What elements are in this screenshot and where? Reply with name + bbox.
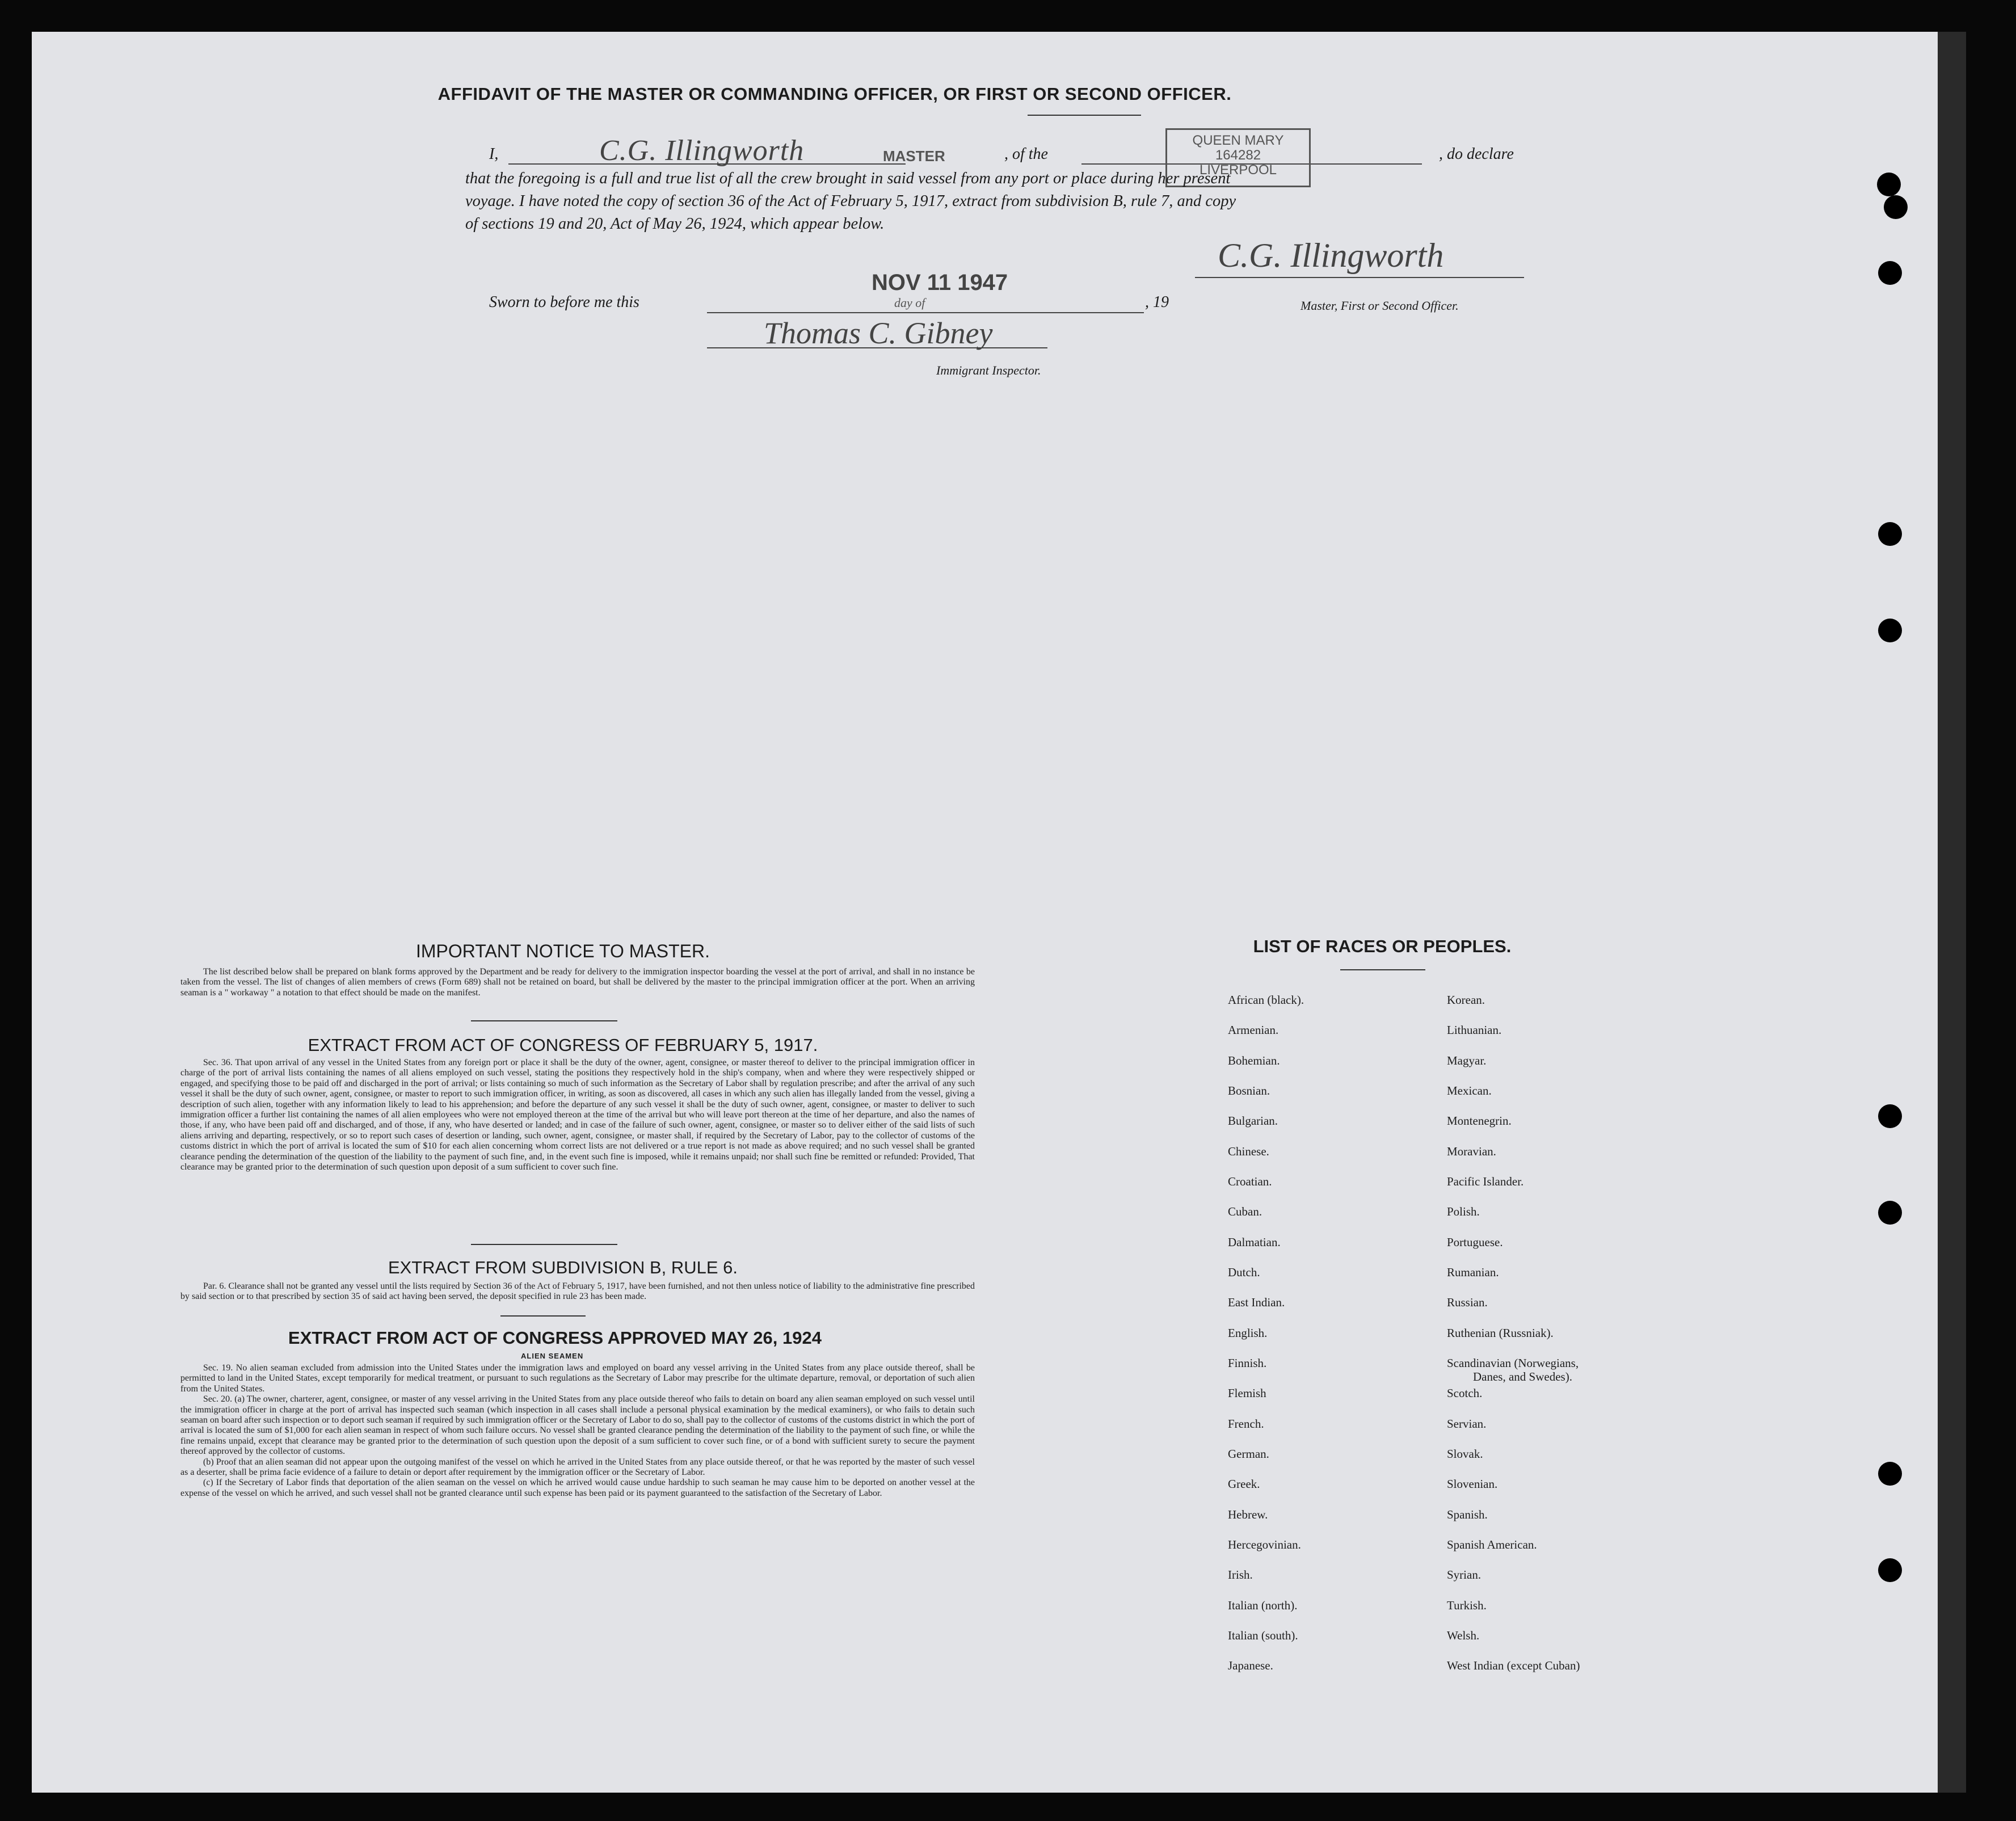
extract-1924-text — [180, 1363, 975, 1499]
divider-2 — [471, 1244, 617, 1245]
race-item: English. — [1228, 1326, 1268, 1340]
extract-1924-title: EXTRACT FROM ACT OF CONGRESS APPROVED MAY 26, 1924 — [288, 1328, 822, 1348]
punch-hole — [1878, 261, 1902, 285]
race-item: Portuguese. — [1447, 1235, 1503, 1249]
race-item: Spanish. — [1447, 1508, 1488, 1521]
race-item: Italian (south). — [1228, 1629, 1298, 1642]
punch-hole — [1878, 522, 1902, 546]
race-item: Finnish. — [1228, 1356, 1267, 1370]
vessel-stamp-name: QUEEN MARY — [1192, 133, 1284, 148]
race-item: Ruthenian (Russniak). — [1447, 1326, 1554, 1340]
punch-hole — [1878, 619, 1902, 642]
inspector-signature: Thomas C. Gibney — [764, 316, 993, 350]
vessel-stamp-number: 164282 — [1215, 148, 1261, 163]
alien-seamen-subtitle: ALIEN SEAMEN — [521, 1352, 584, 1360]
race-item: Flemish — [1228, 1386, 1266, 1400]
race-item: East Indian. — [1228, 1296, 1285, 1309]
divider-1 — [471, 1020, 617, 1021]
rule6-text: Par. 6. Clearance shall not be granted any vessel until the lists required by Section 36 of the Act of February 5, 1917, have been furnished, and not then unless notice of liability to the administrative fine prescribed by said section or to that prescribed by section 35 of said act having been served, the deposit specified in rule 23 has been made. — [180, 1281, 975, 1302]
race-item: Pacific Islander. — [1447, 1175, 1524, 1188]
race-item: Cuban. — [1228, 1205, 1262, 1218]
punch-hole — [1878, 1104, 1902, 1128]
sworn-prefix: Sworn to before me this — [489, 293, 639, 311]
race-item-continuation: Danes, and Swedes). — [1473, 1370, 1572, 1383]
race-item: Turkish. — [1447, 1599, 1487, 1612]
rule6-title: EXTRACT FROM SUBDIVISION B, RULE 6. — [388, 1258, 738, 1277]
race-item: Welsh. — [1447, 1629, 1480, 1642]
race-item: Croatian. — [1228, 1175, 1272, 1188]
punch-hole — [1878, 1462, 1902, 1486]
day-of-label: day of — [894, 296, 925, 310]
race-item: Bosnian. — [1228, 1084, 1270, 1097]
races-title: LIST OF RACES OR PEOPLES. — [1253, 936, 1512, 956]
race-item: Scotch. — [1447, 1386, 1483, 1400]
race-item: German. — [1228, 1447, 1269, 1461]
sec20b-text: (b) Proof that an alien seaman did not appear upon the outgoing manifest of the vessel on which he arrived in the United States from any place outside thereof, or that he was reported by the master of such vessel as a deserter, shall be prima facie evidence of a failure to detain or deport after requirement by the immigration officer or the Secretary of Labor. — [180, 1457, 975, 1478]
race-item: Bohemian. — [1228, 1054, 1280, 1067]
race-item: Servian. — [1447, 1417, 1487, 1431]
affidavit-body-line2: voyage. I have noted the copy of section 36 of the Act of February 5, 1917, extract from subdivision B, rule 7, and copy — [465, 192, 1236, 210]
race-item: Rumanian. — [1447, 1265, 1499, 1279]
race-item: Italian (north). — [1228, 1599, 1298, 1612]
punch-hole — [1884, 195, 1908, 219]
race-item: Armenian. — [1228, 1023, 1279, 1037]
sworn-fill-line — [707, 312, 1144, 313]
race-item: Chinese. — [1228, 1145, 1269, 1158]
affidavit-title: AFFIDAVIT OF THE MASTER OR COMMANDING OFFICER, OR FIRST OR SECOND OFFICER. — [437, 84, 1232, 104]
master-signature: C.G. Illingworth — [1218, 237, 1444, 274]
race-item: Greek. — [1228, 1477, 1260, 1491]
races-title-rule — [1340, 969, 1425, 970]
race-item: Syrian. — [1447, 1568, 1482, 1582]
race-item: Spanish American. — [1447, 1538, 1537, 1551]
extract-1917-title: EXTRACT FROM ACT OF CONGRESS OF FEBRUARY 5, 1917. — [308, 1035, 818, 1055]
year-prefix: , 19 — [1145, 293, 1169, 311]
divider-3 — [500, 1315, 586, 1317]
vessel-stamp-port: LIVERPOOL — [1199, 162, 1277, 178]
extract-1917-text: Sec. 36. That upon arrival of any vessel in the United States from any foreign port or place it shall be the duty of the owner, agent, consignee, or master thereof to deliver to the principal immigration officer in charge of the port of arrival lists containing the names of all aliens employed on such vessel, stating the positions they respectively hold in the ship's company, when and where they were respectively shipped or engaged, and specifying those to be paid off and discharged in the port of arrival; or lists containing so much of such information as the Secretary of Labor shall by regulation prescribe; and after the arrival of any such vessel it shall be the duty of such owner, agent, consignee, or master to report to such immigration officer, in writing, as soon as discovered, all cases in which any such alien has illegally landed from the vessel, giving a description of such alien, together with any information likely to lead to his apprehension; and before the departure of any such vessel it shall be the duty of such owner, agent, consignee, or master to deliver to such immigration officer a further list containing the names of all alien employees who were not employed thereon at the time of the arrival but who will leave port thereon at the time of her departure, and also the names of those, if any, who have been paid off and discharged, and of those, if any, who have deserted or landed; and in case of the failure of such owner, agent, consignee, or master so to deliver either of the said lists of such aliens arriving and departing, respectively, or so to report such cases of desertion or landing, such owner, agent, consignee, or master shall, if required by the Secretary of Labor, pay to the collector of customs of the customs district in which the port of arrival is located the sum of $10 for each alien concerning whom correct lists are not delivered or a true report is not made as above required; and no such vessel shall be granted clearance pending the determination of the question of the liability to the payment of such fine, and, in the event such fine is imposed, while it remains unpaid; nor shall such fine be remitted or refunded: Provided, That clearance may be granted prior to the determination of such question upon deposit of a sum sufficient to cover such fine. — [180, 1058, 975, 1172]
race-item: Dalmatian. — [1228, 1235, 1281, 1249]
race-item: Japanese. — [1228, 1659, 1273, 1672]
race-item: Montenegrin. — [1447, 1114, 1512, 1128]
race-item: Polish. — [1447, 1205, 1480, 1218]
affidavit-body-line1: that the foregoing is a full and true list of all the crew brought in said vessel from any port or place during her present — [465, 170, 1231, 187]
manifest-page — [32, 32, 1938, 1793]
inspector-line — [707, 347, 1047, 348]
notice-title: IMPORTANT NOTICE TO MASTER. — [416, 941, 710, 961]
race-item: Dutch. — [1228, 1265, 1260, 1279]
race-item: West Indian (except Cuban) — [1447, 1659, 1580, 1672]
sec20a-text: Sec. 20. (a) The owner, charterer, agent, consignee, or master of any vessel arriving in the United States from any place outside thereof who fails to detain on board any alien seaman employed on such vessel until the immigration officer in charge at the port of arrival has inspected such seaman (which inspection in all cases shall include a personal physical examination by the medical examiners), or who fails to detain such seaman on board after such inspection or to deport such seaman if required by such immigration officer or the Secretary of Labor to do so, shall pay to the collector of customs of the customs district in which the port of arrival is located the sum of $1,000 for each alien seaman in respect of whom such failure occurs. No vessel shall be granted clearance pending the determination of the liability to the payment of such fine, or while the fine remains unpaid, except that clearance may be granted prior to the determination of such question upon the deposit of a sum sufficient to cover such fine, or of a bond with sufficient surety to secure the payment thereof approved by the collector of customs. — [180, 1394, 975, 1457]
affidavit-body-line3: of sections 19 and 20, Act of May 26, 1924, which appear below. — [465, 215, 885, 233]
sec19-text: Sec. 19. No alien seaman excluded from admission into the United States under the immigration laws and employed on board any vessel arriving in the United States from any place outside thereof, shall be permitted to land in the United States, except temporarily for medical treatment, or pursuant to such regulations as the Secretary of Labor may prescribe for the ultimate departure, removal, or deportation of such alien from the United States. — [180, 1363, 975, 1394]
rank-stamp: MASTER — [883, 148, 945, 165]
punch-hole — [1878, 1201, 1902, 1225]
affidavit-title-rule — [1028, 115, 1141, 116]
race-item: Lithuanian. — [1447, 1023, 1502, 1037]
do-declare-label: , do declare — [1439, 145, 1514, 163]
race-item: Scandinavian (Norwegians, — [1447, 1356, 1579, 1370]
punch-hole — [1877, 173, 1901, 196]
signature-line — [1195, 277, 1524, 278]
race-item: Hercegovinian. — [1228, 1538, 1301, 1551]
race-item: Hebrew. — [1228, 1508, 1268, 1521]
race-item: Mexican. — [1447, 1084, 1492, 1097]
race-item: Slovak. — [1447, 1447, 1483, 1461]
signature-caption: Master, First or Second Officer. — [1300, 298, 1459, 313]
race-item: Korean. — [1447, 993, 1485, 1007]
race-item: French. — [1228, 1417, 1264, 1431]
race-item: Russian. — [1447, 1296, 1488, 1309]
page-edge-shadow — [1938, 32, 1966, 1793]
inspector-caption: Immigrant Inspector. — [936, 363, 1041, 377]
race-item: Bulgarian. — [1228, 1114, 1278, 1128]
punch-hole — [1878, 1558, 1902, 1582]
date-stamp: NOV 11 1947 — [872, 270, 1008, 295]
race-item: African (black). — [1228, 993, 1304, 1007]
master-name-handwritten: C.G. Illingworth — [599, 134, 805, 167]
of-the-label: , of the — [1004, 145, 1048, 163]
race-item: Magyar. — [1447, 1054, 1487, 1067]
race-item: Moravian. — [1447, 1145, 1496, 1158]
race-item: Irish. — [1228, 1568, 1253, 1582]
notice-text: The list described below shall be prepared on blank forms approved by the Department and be ready for delivery to the immigration inspector boarding the vessel at the port of arrival, and shall in no instance be taken from the vessel. The list of changes of alien members of crews (Form 689) shall not be retained on board, but shall be delivered by the master to the principal immigration officer at the port. When an arriving seaman is a " workaway " a notation to that effect should be made on the manifest. — [180, 967, 975, 998]
affidavit-pronoun: I, — [489, 145, 499, 163]
race-item: Slovenian. — [1447, 1477, 1498, 1491]
sec20c-text: (c) If the Secretary of Labor finds that deportation of the alien seaman on the vessel on which he arrived would cause undue hardship to such seaman he may cause him to be deported on another vessel at the expense of the vessel on which he arrived, and such vessel shall not be granted clearance until such expense has been paid or its payment guaranteed to the satisfaction of the Secretary of Labor. — [180, 1478, 975, 1498]
